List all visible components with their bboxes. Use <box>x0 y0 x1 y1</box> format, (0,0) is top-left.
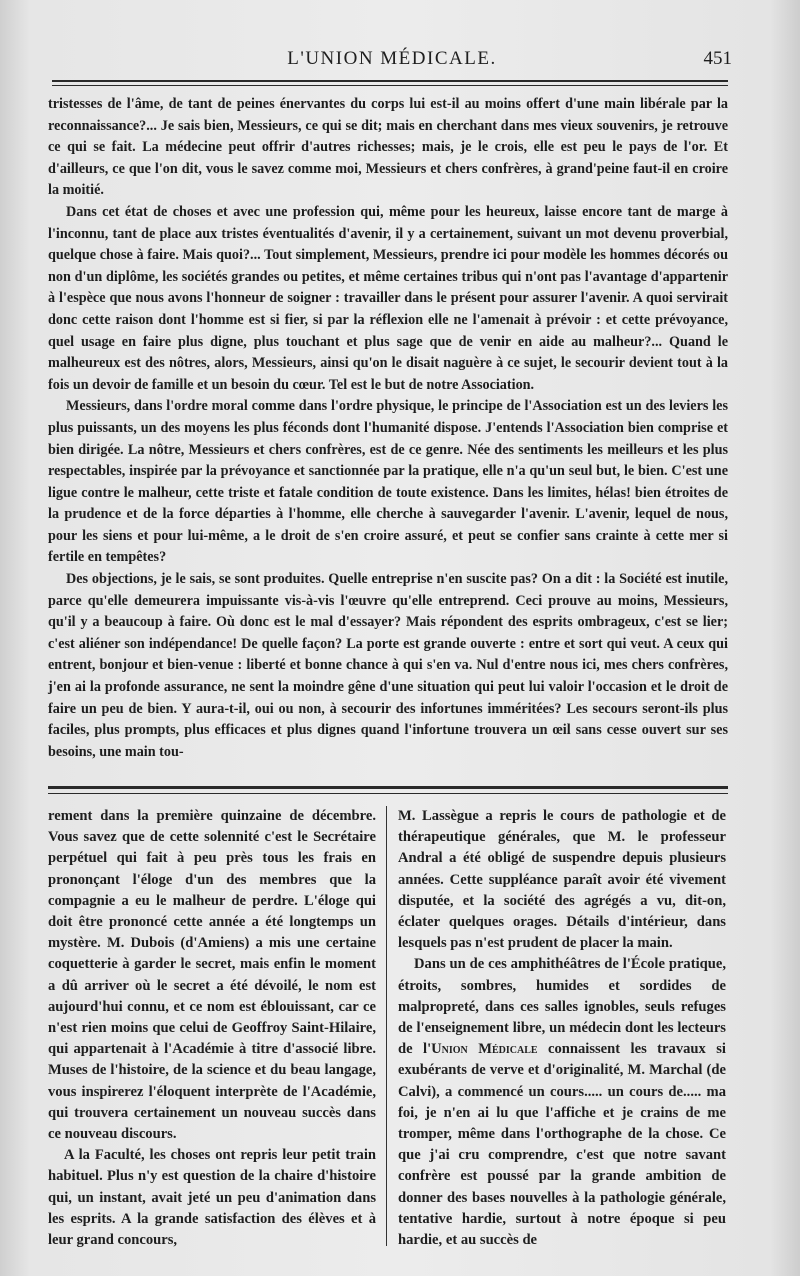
feuilleton-left-column <box>48 806 376 1251</box>
journal-name-smallcaps: Union Médicale <box>431 1041 538 1058</box>
main-text-block <box>48 94 728 763</box>
paragraph: Des objections, je le sais, se sont produites. Quelle entreprise n'en suscite pas? On a dit : la Société est inutile, parce qu'elle demeurera impuissante vis-à-vis l'œuvre qu'elle entreprend. Ceci prouve au moins, Messieurs, qu'il y a beaucoup à faire. Où donc est le mal d'essayer? Mais répondent des esprits ombrageux, c'est se lier; c'est aliéner son indépendance! De quelle façon? La porte est grande ouverte : entre et sort qui veut. A ceux qui entrent, bonjour et bien-venue : liberté et bonne chance à qui s'en va. Nul d'entre nous ici, mes chers confrères, j'en ai la profonde assurance, ne sent la moindre gêne d'une situation qui peut lui valoir l'occasion et le droit de faire un peu de bien. Y aura-t-il, oui ou non, à secourir des infortunes imméritées? Les secours seront-ils plus faciles, plus prompts, plus efficaces et plus dignes quand l'infortune trouvera un œil sans cesse ouvert sur ses besoins, une main tou- <box>48 571 728 760</box>
running-header <box>52 48 732 74</box>
text-run: Dans un de ces amphithéâtres de l'École pratique, étroits, sombres, humides et sordides de malpropreté, dans ces salles ignobles, seuls refuges de l'enseignement libre, un médecin dont les lecteurs de l' <box>398 956 726 1058</box>
paragraph: tristesses de l'âme, de tant de peines énervantes du corps lui est-il au moins offert d'une main libérale par la reconnaissance?... Je sais bien, Messieurs, ce qui se dit; mais en cherchant dans mes vieux souvenirs, je retrouve ce qui se fait. La médecine peut offrir d'autres richesses; mais, je le crois, elle est peu le pays de l'or. Et d'ailleurs, ce que l'on dit, vous le savez comme moi, Messieurs et chers confrères, à grand'peine faut-il en croire la moitié. <box>48 96 728 199</box>
feuilleton-right-column <box>398 806 726 1251</box>
header-rule <box>52 80 728 82</box>
paragraph: Messieurs, dans l'ordre moral comme dans l'ordre physique, le principe de l'Association est un des leviers les plus puissants, un des moyens les plus féconds dont l'humanité dispose. J'entends l'Association bien comprise et bien dirigée. La nôtre, Messieurs et chers confrères, est de ce genre. Née des sentiments les meilleurs et les plus respectables, inspirée par la prévoyance et sanctionnée par la pratique, elle n'a qu'un seul but, le bien. C'est une ligue contre le malheur, cette triste et fatale condition de toute existence. Dans les limites, hélas! bien étroites de la prudence et de la force départies à l'homme, elle cherche à sauvegarder l'avenir. L'avenir, lequel de nous, pour les siens et pour lui-même, a le droit de s'en croire assuré, et peut se confier sans crainte à cette mer si fertile en tempêtes? <box>48 398 728 566</box>
section-divider <box>48 786 728 789</box>
journal-title: L'UNION MÉDICALE. <box>287 48 497 69</box>
paragraph: Dans cet état de choses et avec une profession qui, même pour les heureux, laisse encore tant de marge à l'inconnu, tant de place aux tristes éventualités d'avenir, il y a certainement, suivant un mot devenu proverbial, quelque chose à faire. Mais quoi?... Tout simplement, Messieurs, prendre ici pour modèle les hommes décorés ou non d'un diplôme, les sociétés grandes ou petites, et même certaines tribus qui n'ont pas l'avantage d'appartenir à l'espèce que nous avons l'honneur de soigner : travailler dans le présent pour assurer l'avenir. A quoi servirait donc cette raison dont l'homme est si fier, si par la réflexion elle ne l'amenait à prévoir : et cette prévoyance, quel usage en faire plus digne, plus touchant et plus sage que de venir en aide au malheur?... Quand le malheureux est des nôtres, alors, Messieurs, ainsi qu'on le disait naguère à ce sujet, le secourir devient tout à la fois un devoir de famille et un besoin du cœur. Tel est le but de notre Association. <box>48 203 728 393</box>
section-divider-thin <box>48 793 728 794</box>
paragraph <box>398 954 726 1251</box>
text-run: connaissent les travaux si exubérants de verve et d'originalité, M. Marchal (de Calvi), a commencé un cours..... un cours de..... ma foi, je n'en ai lu que l'affiche et je crains de me tromper, même dans l'orthographe de la chose. Ce que j'ai cru comprendre, c'est que notre savant confrère est poussé par la grande ambition de donner des bases nouvelles à la pathologie générale, tentative hardie, surtout à notre époque si peu hardie, et au succès de <box>398 1041 726 1249</box>
paragraph: A la Faculté, les choses ont repris leur petit train habituel. Plus n'y est question de la chaire d'histoire qui, un instant, avait jeté un peu d'animation dans les esprits. A la grande satisfaction des élèves et à leur grand concours, <box>48 1147 376 1249</box>
header-rule-thin <box>52 85 728 86</box>
column-divider <box>386 806 387 1246</box>
paragraph: M. Lassègue a repris le cours de pathologie et de thérapeutique générales, que M. le professeur Andral a été obligé de suspendre depuis plusieurs années. Cette suppléance paraît avoir été vivement disputée, et la société des agrégés a vu, dit-on, éclater quelques orages. Détails d'intérieur, dans lesquels pas n'est prudent de placer la main. <box>398 808 726 952</box>
page-number: 451 <box>703 48 732 69</box>
paragraph: rement dans la première quinzaine de décembre. Vous savez que de cette solennité c'est le Secrétaire perpétuel qui fait à peu près tous les frais en prononçant l'éloge d'un des membres que la compagnie a eu le malheur de perdre. L'éloge qui doit être prononcé cette année a été longtemps un mystère. M. Dubois (d'Amiens) a mis une certaine coquetterie à garder le secret, mais enfin le moment a dû arriver où le secret a été dévoilé, le nom est aujourd'hui connu, et ce nom est éblouissant, car ce n'est rien moins que celui de Geoffroy Saint-Hilaire, qui appartenait à l'Académie à titre d'associé libre. Muses de l'histoire, de la science et du beau langage, vous inspirerez l'éloquent interprète de l'Académie, qui trouvera certainement un nouveau succès dans ce nouveau discours. <box>48 808 376 1143</box>
